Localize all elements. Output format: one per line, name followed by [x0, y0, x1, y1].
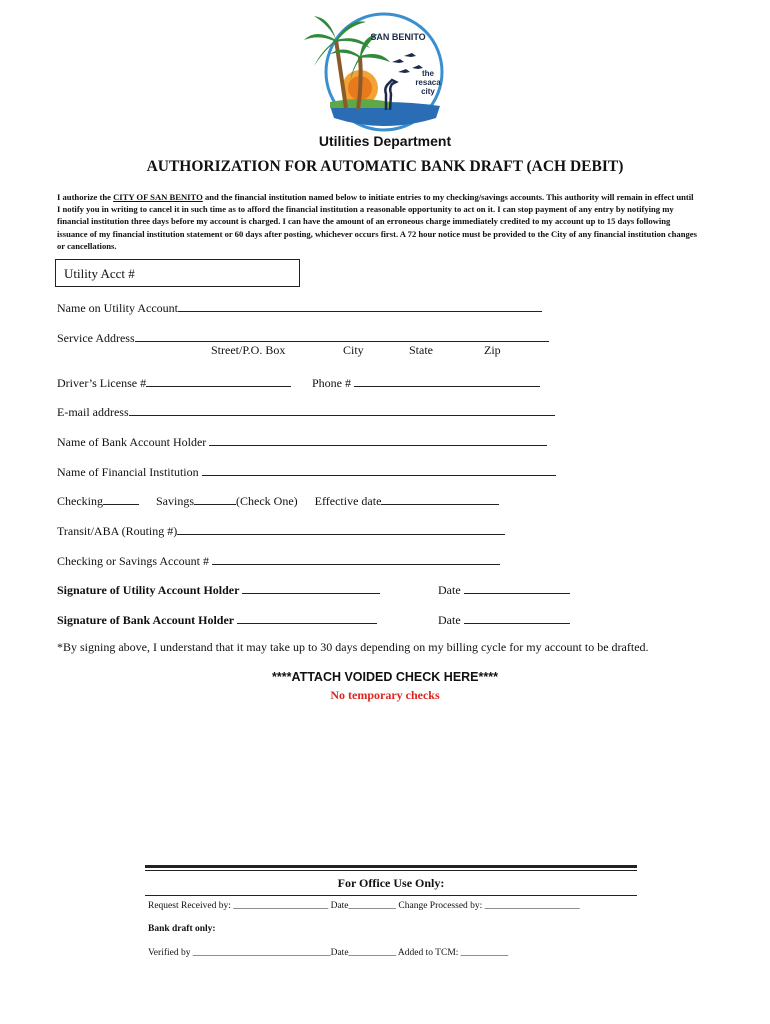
bank-holder-label: Name of Bank Account Holder	[57, 435, 207, 449]
attach-check-title: ****ATTACH VOIDED CHECK HERE****	[272, 670, 498, 684]
phone-label: Phone #	[312, 376, 351, 390]
account-number-label: Checking or Savings Account #	[57, 554, 209, 568]
sig-utility-field[interactable]	[242, 580, 380, 594]
sig-utility-date-field[interactable]	[464, 580, 570, 594]
account-type-row	[57, 491, 499, 509]
addr-city-caption: City	[343, 343, 364, 357]
drivers-license-label: Driver’s License #	[57, 376, 147, 390]
sig-utility-date-row	[438, 580, 570, 598]
billing-notice: *By signing above, I understand that it may take up to 30 days depending on my billing cycle for my account to be drafted.	[57, 640, 649, 654]
utility-acct-box[interactable]	[55, 259, 300, 287]
email-field[interactable]	[129, 402, 555, 416]
routing-row	[57, 521, 505, 539]
routing-field[interactable]	[177, 521, 505, 535]
service-address-label: Service Address	[57, 331, 135, 345]
routing-label: Transit/ABA (Routing #)	[57, 524, 178, 538]
authorization-text	[57, 191, 697, 252]
department-label: Utilities Department	[318, 133, 452, 149]
request-received-line: Request Received by: ____________________ Date__________ Change Processed by: ____________________	[148, 901, 580, 911]
no-temporary-checks: No temporary checks	[330, 688, 440, 702]
addr-state-caption: State	[409, 343, 433, 357]
account-number-field[interactable]	[212, 551, 500, 565]
sig-bank-date-row	[438, 610, 570, 628]
office-use-heading: For Office Use Only:	[145, 876, 637, 896]
bank-holder-row	[57, 432, 547, 450]
name-on-account-row	[57, 298, 542, 316]
intro-part1: I authorize the	[57, 192, 114, 202]
savings-label: Savings	[156, 494, 195, 508]
bank-holder-field[interactable]	[209, 432, 547, 446]
checking-label: Checking	[57, 494, 103, 508]
service-address-field[interactable]	[135, 328, 549, 342]
drivers-license-field[interactable]	[146, 373, 291, 387]
addr-street-caption: Street/P.O. Box	[211, 343, 286, 357]
phone-field[interactable]	[354, 373, 540, 387]
sig-bank-field[interactable]	[237, 610, 377, 624]
intro-part2: and the financial institution named below to initiate entries to my checking/savings accounts. This authority will remain in effect until I notify you in writing to cancel it in such time as to afford the financial institution a reasonable opportunity to act on it. I can stop payment of any entry by notifying my financial institution three days before my account is charged. I can have the amount of an erroneous charge immediately credited to my account up to 15 days following issuance of my financial institution statement or 60 days after posting, whichever occurs first. A 72 hour notice must be provided to the City of any financial institution changes or cancellations.	[57, 192, 697, 251]
service-address-row	[57, 328, 549, 346]
financial-institution-row	[57, 462, 556, 480]
sig-utility-row	[57, 580, 380, 598]
checking-field[interactable]	[103, 491, 139, 505]
name-on-account-field[interactable]	[178, 298, 542, 312]
email-label: E-mail address	[57, 405, 129, 419]
logo-tagline-1: the	[422, 69, 434, 78]
intro-city: CITY OF SAN BENITO	[113, 192, 203, 202]
sig-bank-row	[57, 610, 377, 628]
name-on-account-label: Name on Utility Account	[57, 301, 178, 315]
bank-draft-only: Bank draft only:	[148, 924, 216, 934]
office-use-section	[145, 865, 637, 896]
effective-date-field[interactable]	[381, 491, 499, 505]
verified-by-line: Verified by _____________________________Date__________ Added to TCM: __________	[148, 948, 509, 958]
phone-row	[312, 373, 540, 391]
addr-zip-caption: Zip	[484, 343, 501, 357]
savings-field[interactable]	[194, 491, 236, 505]
effective-date-label: Effective date	[314, 494, 382, 508]
logo-name: SAN BENITO	[370, 32, 426, 42]
account-number-row	[57, 551, 500, 569]
city-logo	[300, 10, 460, 136]
sig-bank-date-label: Date	[438, 613, 461, 627]
utility-acct-label: Utility Acct #	[64, 266, 135, 281]
email-row	[57, 402, 555, 420]
check-one-label: (Check One)	[236, 494, 298, 508]
sig-bank-date-field[interactable]	[464, 610, 570, 624]
financial-institution-label: Name of Financial Institution	[57, 465, 199, 479]
sig-bank-label: Signature of Bank Account Holder	[57, 613, 234, 627]
sig-utility-label: Signature of Utility Account Holder	[57, 583, 240, 597]
logo-tagline-2: resaca	[415, 78, 441, 87]
sig-utility-date-label: Date	[438, 583, 461, 597]
drivers-license-row	[57, 373, 291, 391]
page-title: AUTHORIZATION FOR AUTOMATIC BANK DRAFT (ACH DEBIT)	[146, 158, 624, 175]
logo-tagline-3: city	[421, 87, 435, 96]
financial-institution-field[interactable]	[202, 462, 556, 476]
